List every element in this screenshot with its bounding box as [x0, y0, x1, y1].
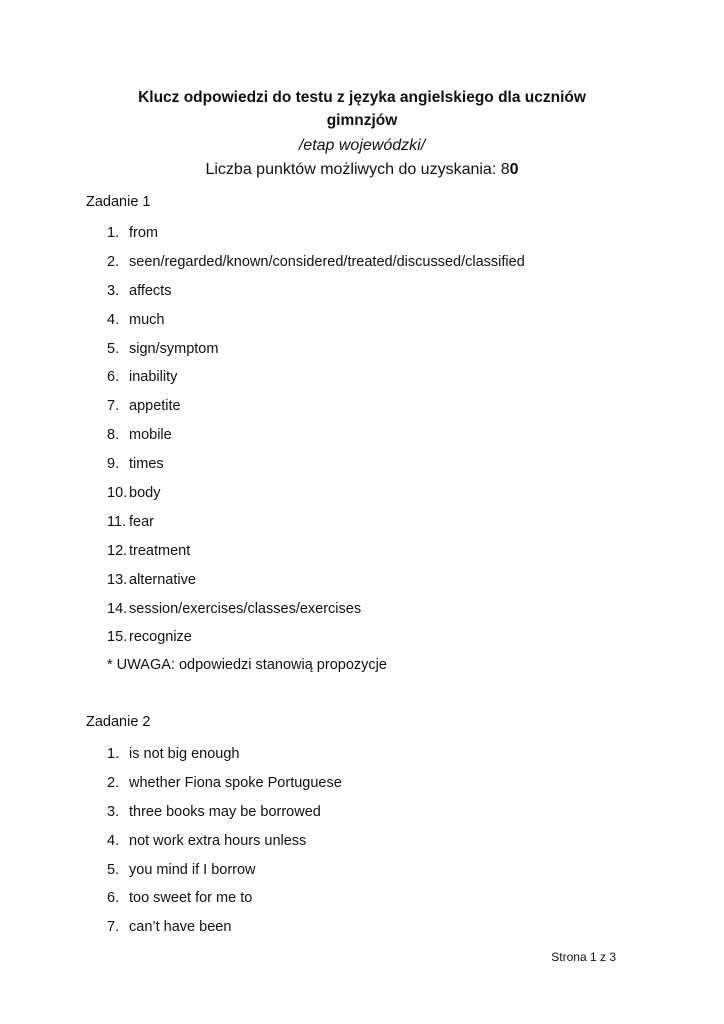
- list-item-text: too sweet for me to: [129, 890, 253, 907]
- list-item-text: session/exercises/classes/exercises: [129, 600, 362, 617]
- list-item: [107, 599, 525, 628]
- list-item-text: seen/regarded/known/considered/treated/discussed/classified: [129, 253, 525, 270]
- task1-note: * UWAGA: odpowiedzi stanowią propozycje: [107, 657, 387, 673]
- list-item-number: 5.: [107, 861, 120, 878]
- list-item-text: times: [129, 456, 164, 473]
- list-item: [107, 223, 525, 252]
- list-item: [107, 627, 525, 656]
- list-item-text: whether Fiona spoke Portuguese: [129, 774, 342, 791]
- points-line: [0, 158, 724, 182]
- list-item-number: 7.: [107, 919, 120, 936]
- list-item-text: mobile: [129, 427, 172, 444]
- list-item-number: 12.: [107, 542, 128, 559]
- list-item: [107, 888, 342, 917]
- list-item-number: 8.: [107, 427, 120, 444]
- list-item-number: 15.: [107, 629, 128, 646]
- list-item: [107, 281, 525, 310]
- list-item-text: three books may be borrowed: [129, 803, 321, 820]
- list-item: [107, 512, 525, 541]
- list-item-number: 14.: [107, 600, 128, 617]
- points-text: Liczba punktów możliwych do uzyskania: 8: [205, 161, 510, 178]
- page-number: Strona 1 z 3: [551, 950, 616, 964]
- task2-answer-list: [107, 744, 342, 946]
- list-item-number: 5.: [107, 340, 120, 357]
- title-block: [0, 86, 724, 182]
- list-item: [107, 367, 525, 396]
- list-item-number: 4.: [107, 832, 120, 849]
- list-item-text: fear: [129, 513, 154, 530]
- list-item: [107, 802, 342, 831]
- list-item: [107, 831, 342, 860]
- list-item: [107, 483, 525, 512]
- list-item-number: 1.: [107, 225, 120, 241]
- document-subtitle: /etap wojewódzki/: [298, 137, 426, 154]
- list-item-number: 6.: [107, 890, 120, 907]
- list-item-text: not work extra hours unless: [129, 832, 307, 849]
- list-item-text: inability: [129, 369, 178, 386]
- list-item: [107, 917, 342, 946]
- list-item-number: 3.: [107, 282, 120, 299]
- list-item-number: 10.: [107, 485, 128, 502]
- list-item-number: 3.: [107, 803, 120, 820]
- list-item-number: 7.: [107, 398, 120, 415]
- task1-answer-list: [107, 223, 525, 656]
- list-item-text: body: [129, 485, 161, 502]
- list-item-text: treatment: [129, 542, 191, 559]
- list-item: [107, 454, 525, 483]
- list-item: [107, 541, 525, 570]
- document-title-line-2: gimnzjów: [326, 112, 398, 129]
- list-item-text: can’t have been: [129, 919, 232, 936]
- points-bold-digit: 0: [509, 161, 519, 178]
- list-item-text: recognize: [129, 629, 192, 646]
- list-item-text: is not big enough: [129, 746, 240, 762]
- list-item-number: 9.: [107, 456, 120, 473]
- list-item-number: 2.: [107, 774, 120, 791]
- list-item-text: you mind if I borrow: [129, 861, 256, 878]
- list-item: [107, 860, 342, 889]
- list-item: [107, 252, 525, 281]
- list-item-number: 11.: [107, 513, 127, 530]
- list-item: [107, 425, 525, 454]
- list-item-number: 2.: [107, 253, 120, 270]
- list-item-text: alternative: [129, 571, 196, 588]
- list-item: [107, 339, 525, 368]
- task1-label: Zadanie 1: [86, 194, 151, 210]
- list-item-text: appetite: [129, 398, 181, 415]
- list-item: [107, 396, 525, 425]
- task2-label: Zadanie 2: [86, 714, 151, 730]
- list-item: [107, 310, 525, 339]
- document-title-line-1: Klucz odpowiedzi do testu z języka angielskiego dla uczniów: [138, 89, 586, 106]
- list-item-number: 6.: [107, 369, 120, 386]
- list-item-number: 1.: [107, 746, 120, 762]
- list-item: [107, 773, 342, 802]
- list-item: [107, 744, 342, 773]
- list-item-text: much: [129, 311, 165, 328]
- list-item-number: 4.: [107, 311, 120, 328]
- list-item-text: affects: [129, 282, 172, 299]
- list-item-text: sign/symptom: [129, 340, 219, 357]
- list-item-number: 13.: [107, 571, 128, 588]
- list-item: [107, 570, 525, 599]
- list-item-text: from: [129, 225, 158, 241]
